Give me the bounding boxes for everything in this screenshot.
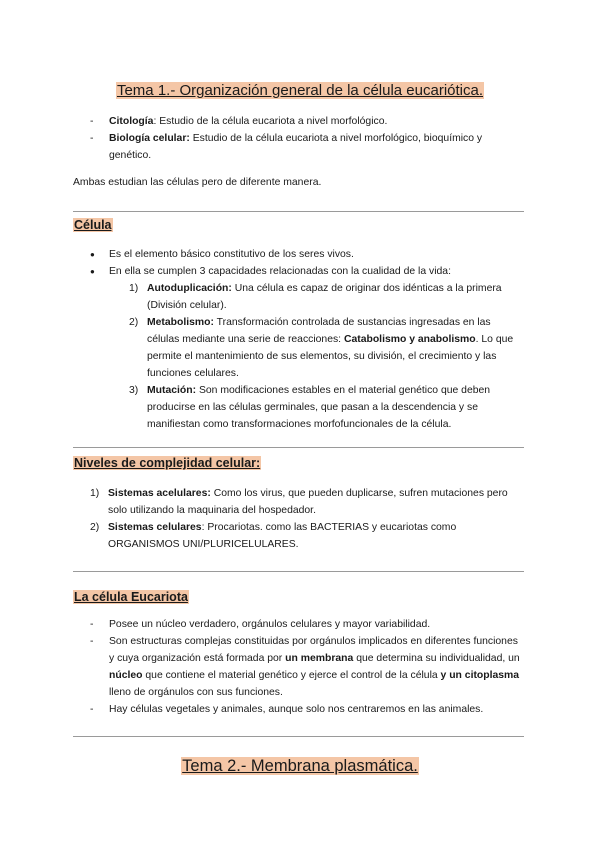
celula-heading: Célula	[74, 218, 112, 232]
list-item: 2) Sistemas celulares: Procariotas. como las BACTERIAS y eucariotas como ORGANISMOS UNI/PLURICELULARES.	[90, 522, 457, 550]
divider	[73, 571, 524, 572]
divider	[73, 447, 524, 448]
tema2-title: Tema 2.- Membrana plasmática.	[182, 757, 418, 775]
eucariota-list	[90, 616, 522, 718]
list-item: - Biología celular: Estudio de la célula eucariota a nivel morfológico, bioquímico y genético.	[90, 130, 520, 164]
list-item: 2) Metabolismo: Transformación controlada de sustancias ingresadas en las células mediante una serie de reacciones: Catabolismo y anabolismo. Lo que permite el mantenimiento de sus elementos, su división, el crecimiento y las funciones celulares.	[129, 317, 514, 379]
list-item: - Hay células vegetales y animales, aunque solo nos centraremos en las animales.	[90, 701, 522, 718]
list-item: 3) Mutación: Son modificaciones estables en el material genético que deben producirse en las células germinales, que pasan a la descendencia y se manifiestan como transformaciones morfofuncionales de la célula.	[129, 385, 491, 430]
list-item: ● Es el elemento básico constitutivo de los seres vivos.	[90, 246, 522, 263]
eucariota-heading: La célula Eucariota	[74, 590, 188, 604]
tema1-title: Tema 1.- Organización general de la célula eucariótica.	[116, 82, 484, 99]
intro-list	[90, 113, 520, 164]
list-item: ● En ella se cumplen 3 capacidades relacionadas con la cualidad de la vida: 1) Autoduplicación: Una célula es capaz de originar dos idénticas a la primera (División celular). 2) Metabolismo: Transformación controlada de sustancias ingresadas en las células mediante una serie de reacciones: Catabolismo y anabolismo. Lo que permite el mantenimiento de sus elementos, su división, el crecimiento y las funciones celulares. 3) Mutación: Son modificaciones estables en el material genético que deben producirse en las células germinales, que pasan a la descendencia y se manifiestan como transformaciones morfofuncionales de la célula.	[90, 263, 522, 433]
divider	[73, 211, 524, 212]
intro-summary: Ambas estudian las células pero de diferente manera.	[73, 177, 322, 188]
list-item: - Son estructuras complejas constituidas por orgánulos implicados en diferentes funciones y cuya organización está formada por un membrana que determina su individualidad, un núcleo que contiene el material genético y ejerce el control de la célula y un citoplasma lleno de orgánulos con sus funciones.	[90, 633, 522, 701]
list-item: 1) Autoduplicación: Una célula es capaz de originar dos idénticas a la primera (División celular).	[129, 283, 502, 311]
celula-list	[90, 246, 522, 433]
list-item: - Posee un núcleo verdadero, orgánulos celulares y mayor variabilidad.	[90, 616, 522, 633]
list-item: - Citología: Estudio de la célula eucariota a nivel morfológico.	[90, 113, 520, 130]
list-item: 1) Sistemas acelulares: Como los virus, que pueden duplicarse, sufren mutaciones pero solo utilizando la maquinaria del hospedador.	[90, 488, 508, 516]
divider	[73, 736, 524, 737]
niveles-heading: Niveles de complejidad celular:	[74, 456, 261, 470]
capacidades-list	[129, 280, 522, 433]
niveles-list	[90, 485, 520, 553]
